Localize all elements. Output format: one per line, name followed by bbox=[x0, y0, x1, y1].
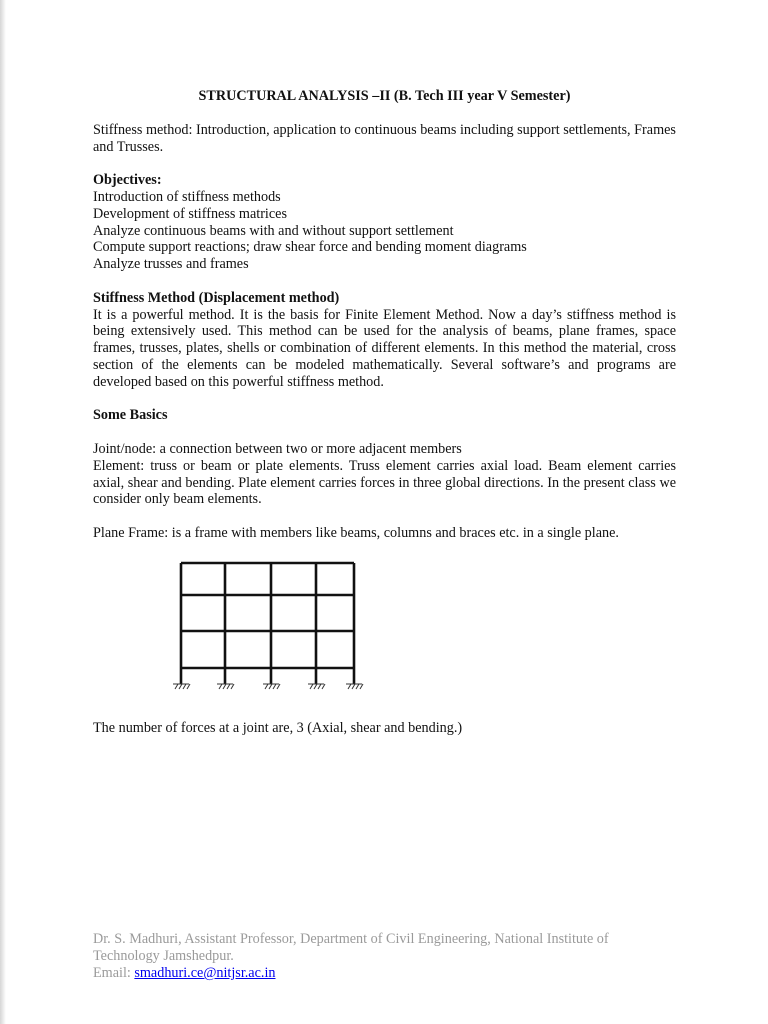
forces-at-joint: The number of forces at a joint are, 3 (Axial, shear and bending.) bbox=[93, 719, 463, 736]
page-footer bbox=[93, 931, 676, 982]
page-edge-shadow bbox=[0, 0, 6, 1024]
joint-definition: Joint/node: a connection between two or more adjacent members bbox=[93, 440, 462, 457]
plane-frame-figure bbox=[171, 549, 371, 719]
objective-item: Introduction of stiffness methods bbox=[93, 188, 281, 205]
fixed-supports bbox=[173, 684, 363, 689]
plane-frame-figure-container bbox=[93, 542, 676, 720]
intro-paragraph: Stiffness method: Introduction, application to continuous beams including support settlements, Frames and Trusses. bbox=[93, 121, 676, 155]
email-link[interactable]: smadhuri.ce@nitjsr.ac.in bbox=[134, 965, 276, 981]
plane-frame-definition: Plane Frame: is a frame with members like beams, columns and braces etc. in a single plane. bbox=[93, 524, 619, 541]
frame-members bbox=[181, 563, 354, 684]
stiffness-method-paragraph: It is a powerful method. It is the basis for Finite Element Method. Now a day’s stiffness method is being extensively used. This method can be used for the analysis of beams, plane frames, space frames, trusses, plates, shells or combination of different elements. In this method the material, cross section of the elements can be modeled mathematically. Several software’s and programs are developed based on this powerful stiffness method. bbox=[93, 306, 676, 390]
some-basics-heading: Some Basics bbox=[93, 407, 168, 424]
objectives-list bbox=[93, 189, 676, 273]
stiffness-method-heading: Stiffness Method (Displacement method) bbox=[93, 289, 340, 306]
footer-author: Dr. S. Madhuri, Assistant Professor, Department of Civil Engineering, National Institute of Technology Jamshedpur. bbox=[93, 931, 609, 964]
document-title: STRUCTURAL ANALYSIS –II (B. Tech III year V Semester) bbox=[198, 88, 571, 104]
objective-item: Analyze trusses and frames bbox=[93, 256, 249, 273]
objective-item: Development of stiffness matrices bbox=[93, 205, 287, 222]
footer-email-label: Email: bbox=[93, 965, 131, 981]
objectives-heading: Objectives: bbox=[93, 172, 162, 189]
objective-item: Analyze continuous beams with and without support settlement bbox=[93, 222, 454, 239]
document-body bbox=[93, 88, 676, 737]
element-definition: Element: truss or beam or plate elements. Truss element carries axial load. Beam element carries axial, shear and bending. Plate element carries forces in three global directions. In the present class we consider only beam elements. bbox=[93, 457, 676, 508]
objective-item: Compute support reactions; draw shear force and bending moment diagrams bbox=[93, 239, 527, 256]
footer-email-line bbox=[93, 965, 676, 982]
